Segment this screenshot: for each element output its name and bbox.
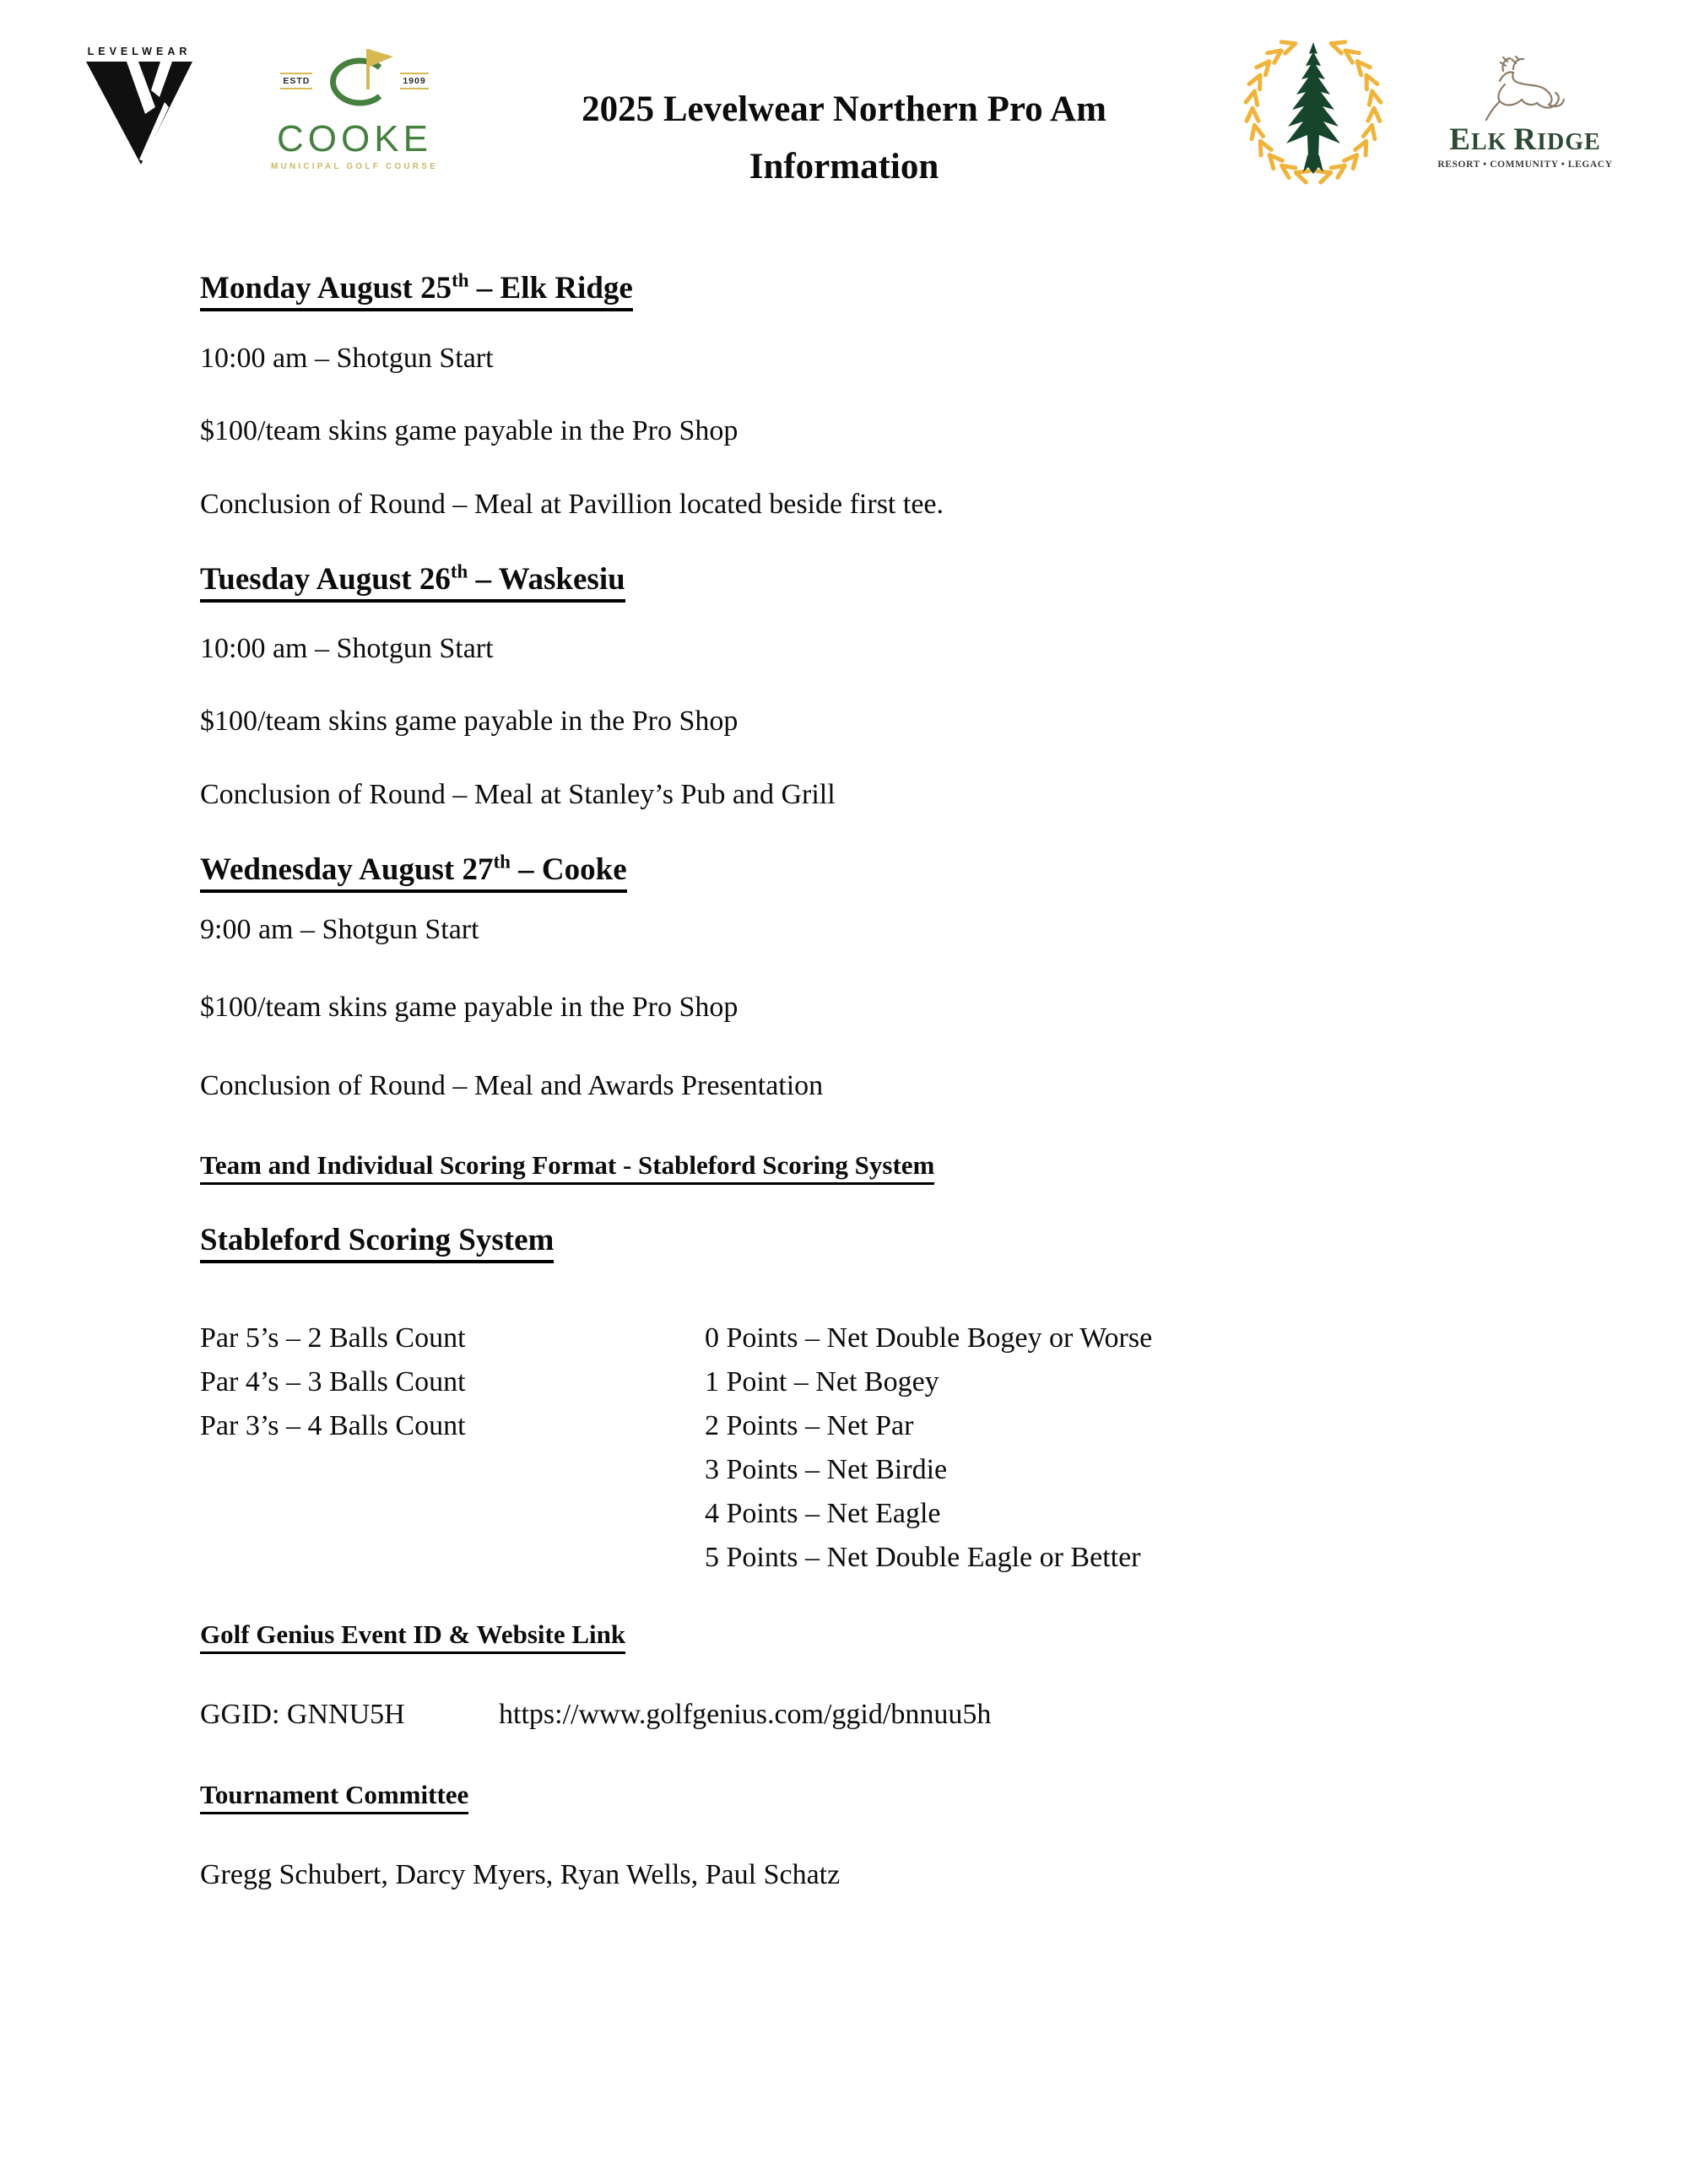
wednesday-start-time: 9:00 am – Shotgun Start <box>200 914 479 945</box>
tuesday-start-time: 10:00 am – Shotgun Start <box>200 633 494 664</box>
levelwear-monogram-icon <box>83 60 196 166</box>
wednesday-conclusion: Conclusion of Round – Meal and Awards Presentation <box>200 1070 824 1101</box>
balls-count-item: Par 4’s – 3 Balls Count <box>200 1366 466 1397</box>
cooke-year-label: 1909 <box>400 73 428 89</box>
points-item: 0 Points – Net Double Bogey or Worse <box>705 1322 1153 1354</box>
elk-icon <box>1474 54 1576 122</box>
monday-conclusion: Conclusion of Round – Meal at Pavillion located beside first tee. <box>200 489 944 520</box>
cooke-logo <box>267 42 442 171</box>
scoring-format-heading: Team and Individual Scoring Format - Stableford Scoring System <box>200 1150 934 1181</box>
page-title-line1: 2025 Levelwear Northern Pro Am <box>582 89 1106 129</box>
balls-count-list <box>200 1316 466 1448</box>
monday-skins-note: $100/team skins game payable in the Pro Shop <box>200 415 738 446</box>
waskesiu-logo <box>1236 30 1391 193</box>
elk-ridge-tagline: RESORT • COMMUNITY • LEGACY <box>1437 159 1613 170</box>
elk-ridge-name: ELK RIDGE <box>1449 122 1601 157</box>
points-item: 2 Points – Net Par <box>705 1410 914 1441</box>
golf-genius-url: https://www.golfgenius.com/ggid/bnnuu5h <box>499 1699 992 1730</box>
points-item: 1 Point – Net Bogey <box>705 1366 939 1397</box>
points-item: 5 Points – Net Double Eagle or Better <box>705 1542 1141 1573</box>
monday-start-time: 10:00 am – Shotgun Start <box>200 343 494 374</box>
balls-count-item: Par 3’s – 4 Balls Count <box>200 1410 466 1441</box>
cooke-est-label: ESTD <box>280 73 312 89</box>
tuesday-conclusion: Conclusion of Round – Meal at Stanley’s Pub and Grill <box>200 779 836 810</box>
elk-ridge-logo <box>1431 54 1619 170</box>
section-heading-monday: Monday August 25th – Elk Ridge <box>200 270 633 306</box>
levelwear-logo <box>83 46 196 170</box>
wednesday-skins-note: $100/team skins game payable in the Pro Shop <box>200 992 738 1023</box>
tournament-committee-heading: Tournament Committee <box>200 1780 468 1810</box>
cooke-flag-icon <box>317 42 395 120</box>
balls-count-item: Par 5’s – 2 Balls Count <box>200 1322 466 1354</box>
committee-members: Gregg Schubert, Darcy Myers, Ryan Wells, Paul Schatz <box>200 1859 841 1890</box>
section-heading-tuesday: Tuesday August 26th – Waskesiu <box>200 561 625 597</box>
points-item: 4 Points – Net Eagle <box>705 1498 941 1529</box>
points-item: 3 Points – Net Birdie <box>705 1454 948 1485</box>
page-title-line2: Information <box>749 147 939 187</box>
page-title <box>439 81 1249 196</box>
section-heading-wednesday: Wednesday August 27th – Cooke <box>200 851 627 888</box>
levelwear-wordmark: LEVELWEAR <box>87 46 192 57</box>
tuesday-skins-note: $100/team skins game payable in the Pro Shop <box>200 705 738 737</box>
ggid-value: GGID: GNNU5H <box>200 1699 405 1730</box>
cooke-name: COOKE <box>277 118 432 159</box>
points-list <box>705 1316 1152 1580</box>
stableford-system-heading: Stableford Scoring System <box>200 1222 554 1258</box>
wreath-pine-icon <box>1236 30 1391 189</box>
golf-genius-heading: Golf Genius Event ID & Website Link <box>200 1619 625 1650</box>
cooke-tagline: MUNICIPAL GOLF COURSE <box>271 162 438 171</box>
